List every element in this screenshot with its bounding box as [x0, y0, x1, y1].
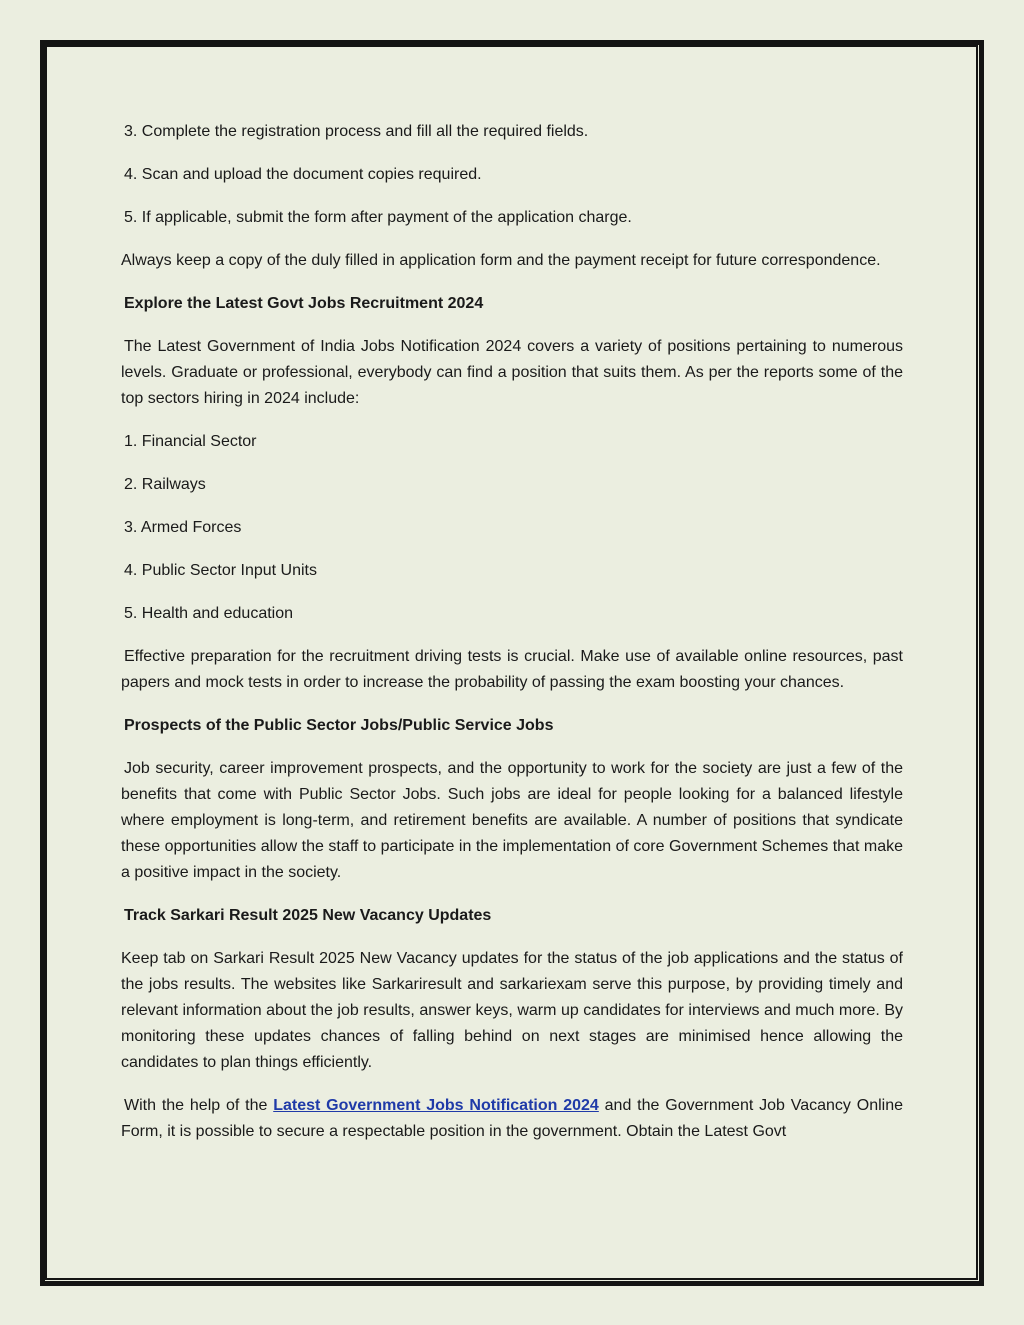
section-heading: Explore the Latest Govt Jobs Recruitment 2024 — [124, 295, 484, 312]
government-jobs-link[interactable]: Latest Government Jobs Notification 2024 — [273, 1097, 599, 1114]
section-heading: Prospects of the Public Sector Jobs/Public Service Jobs — [124, 717, 554, 734]
list-item: 5. Health and education — [124, 605, 294, 622]
body-paragraph: Keep tab on Sarkari Result 2025 New Vacancy updates for the status of the job applications and the status of the jobs results. The websites like Sarkariresult and sarkariexam serve this purpose, by providing timely and relevant information about the job results, answer keys, warm up candidates for interviews and much more. By monitoring these updates chances of falling behind on next stages are minimised hence allowing the candidates to plan things efficiently. — [121, 950, 903, 1071]
list-item: 4. Scan and upload the document copies required. — [124, 166, 482, 183]
closing-text-after-link: and the Government Job Vacancy Online Form, it is possible to secure a respectable position in the government. Obtain the Latest Govt — [121, 1097, 903, 1140]
body-paragraph: Effective preparation for the recruitment driving tests is crucial. Make use of available online resources, past papers and mock tests in order to increase the probability of passing the exam boosting your chances. — [121, 648, 903, 691]
body-paragraph: Job security, career improvement prospects, and the opportunity to work for the society are just a few of the benefits that come with Public Sector Jobs. Such jobs are ideal for people looking for a balanced lifestyle where employment is long-term, and retirement benefits are available. A number of positions that syndicate these opportunities allow the staff to participate in the implementation of core Government Schemes that make a positive impact in the society. — [121, 760, 903, 881]
closing-text-before-link: With the help of the — [124, 1097, 268, 1114]
section-heading: Track Sarkari Result 2025 New Vacancy Updates — [124, 907, 492, 924]
body-paragraph: Always keep a copy of the duly filled in application form and the payment receipt for future correspondence. — [121, 252, 881, 269]
list-item: 2. Railways — [124, 476, 206, 493]
closing-paragraph — [121, 1093, 903, 1145]
document-body — [121, 119, 903, 1162]
body-paragraph: The Latest Government of India Jobs Notification 2024 covers a variety of positions pertaining to numerous levels. Graduate or professional, everybody can find a position that suits them. As per the reports some of the top sectors hiring in 2024 include: — [121, 338, 903, 407]
paragraph-list — [121, 119, 903, 1076]
list-item: 3. Complete the registration process and fill all the required fields. — [124, 123, 589, 140]
list-item: 3. Armed Forces — [124, 519, 242, 536]
list-item: 4. Public Sector Input Units — [124, 562, 317, 579]
list-item: 1. Financial Sector — [124, 433, 257, 450]
list-item: 5. If applicable, submit the form after payment of the application charge. — [124, 209, 632, 226]
